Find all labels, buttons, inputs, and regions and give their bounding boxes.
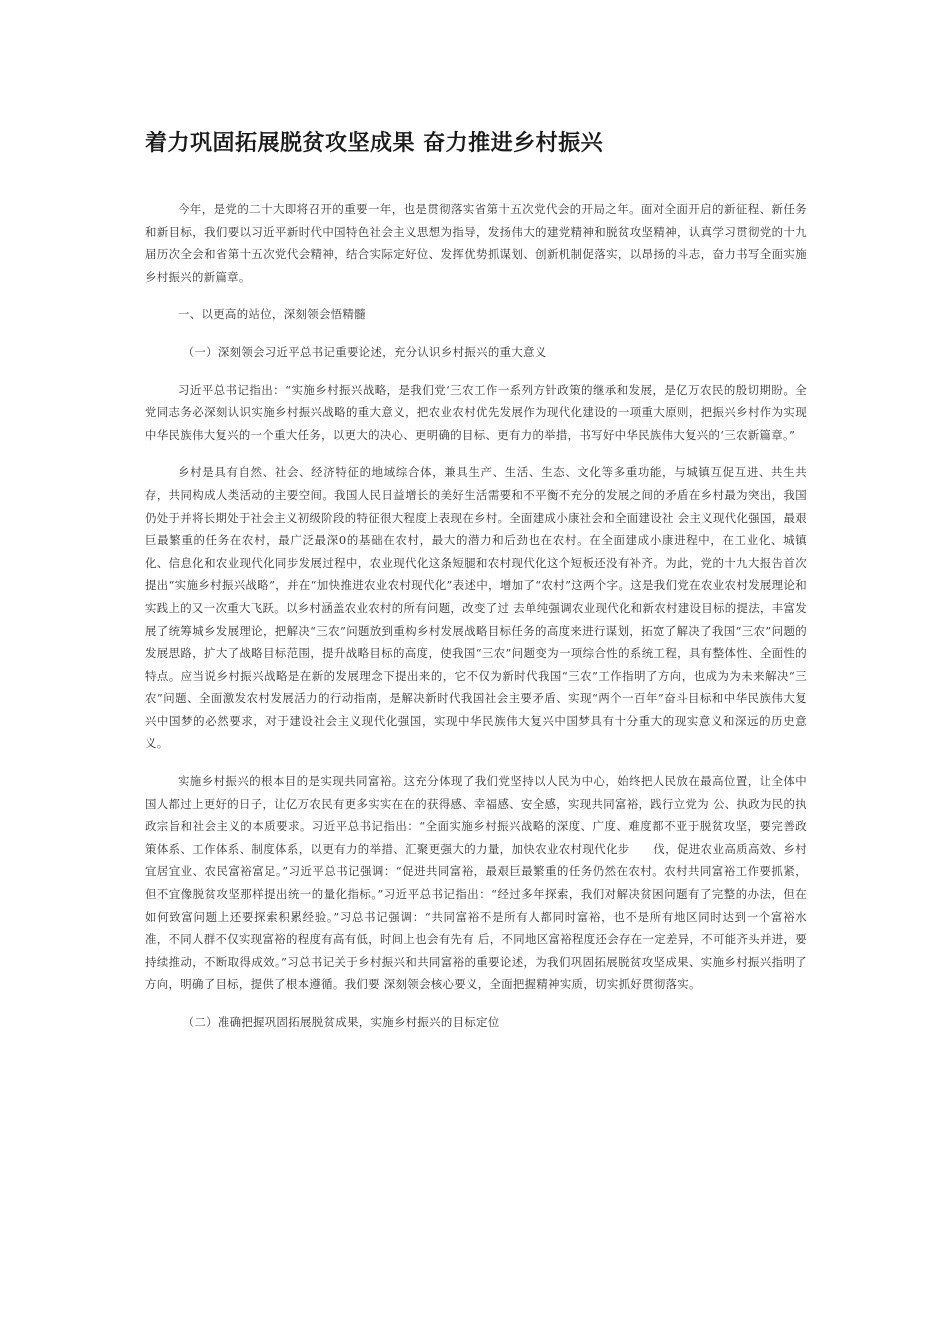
document-title: 着力巩固拓展脱贫攻坚成果 奋力推进乡村振兴	[145, 131, 604, 156]
document-body	[145, 198, 807, 1049]
subsection-heading-2: （二）准确把握巩固拓展脱贫成果，实施乡村振兴的目标定位	[182, 1015, 500, 1029]
prosperity-paragraph: 实施乡村振兴的根本目的是实现共同富裕。这充分体现了我们党坚持以人民为中心，始终把人民放在最高位置，让全体中国人都过上更好的日子，让亿万农民有更多实实在在的获得感、幸福感、安全感，实现共同富裕，践行立党为 公、执政为民的执政宗旨和社会主义的本质要求。习近平总书记指出：“全面实施乡村振兴战略的深度、广度、难度都不亚于脱贫攻坚，要完善政策体系、工作体系、制度体系，以更有力的举措、汇聚更强大的力量，加快农业农村现代化步 伐，促进农业高质高效、乡村宜居宜业、农民富裕富足。”习近平总书记强调：“促进共同富裕，最艰巨最繁重的任务仍然在农村。农村共同富裕工作要抓紧，但不宜像脱贫攻坚那样提出统一的量化指标。”习近平总书记指出：“经过多年探索，我们对解决贫困问题有了完整的办法，但在如何致富问题上还要探索积累经验。”习总书记强调：“共同富裕不是所有人都同时富裕，也不是所有地区同时达到一个富裕水准，不同人群不仅实现富裕的程度有高有低，时间上也会有先有 后，不同地区富裕程度还会存在一定差异，不可能齐头并进，要持续推动，不断取得成效。”习总书记关于乡村振兴和共同富裕的重要论述，为我们巩固拓展脱贫攻坚成果、实施乡村振兴指明了方向，明确了目标，提供了根本遵循。我们要 深刻领会核心要义，全面把握精神实质，切实抓好贯彻落实。	[145, 774, 807, 992]
rural-paragraph: 乡村是具有自然、社会、经济特征的地域综合体，兼具生产、生活、生态、文化等多重功能，与城镇互促互进、共生共存，共同构成人类活动的主要空间。我国人民日益增长的美好生活需要和不平衡不充分的发展之间的矛盾在乡村最为突出，我国仍处于并将长期处于社会主义初级阶段的特征很大程度上表现在乡村。全面建成小康社会和全面建设社 会主义现代化强国，最艰巨最繁重的任务在农村，最广泛最深0的基础在农村，最大的潜力和后劲也在农村。在全面建成小康进程中，在工业化、城镇化、信息化和农业现代化同步发展过程中，农业现代化这条短腿和农村现代化这个短板还没有补齐。为此，党的十九大报告首次提出“实施乡村振兴战略”，并在“加快推进农业农村现代化”表述中，增加了“农村”这两个字。这是我们党在农业农村发展理论和实践上的又一次重大飞跃。以乡村涵盖农业农村的所有问题，改变了过 去单纯强调农业现代化和新农村建设目标的提法，丰富发展了统筹城乡发展理论，把解决“三农”问题放到重构乡村发展战略目标任务的高度来进行谋划，拓宽了解决了我国“三农”问题的发展思路，扩大了战略目标范围，提升战略目标的高度，使我国“三农”问题变为一项综合性的系统工程，具有整体性、全面性的特点。应当说乡村振兴战略是在新的发展理念下提出来的，它不仅为新时代我国“三农”工作指明了方向，也成为为未来解决“三农”问题、全面激发农村发展活力的行动指南，是解决新时代我国社会主要矛盾、实现“两个一百年”奋斗目标和中华民族伟大复兴中国梦的必然要求，对于建设社会主义现代化强国，实现中华民族伟大复兴中国梦具有十分重大的现实意义和深远的历史意义。	[145, 465, 807, 751]
quote-paragraph: 习近平总书记指出：“实施乡村振兴战略，是我们党‘三农工作一系列方针政策的继承和发展，是亿万农民的殷切期盼。全党同志务必深刻认识实施乡村振兴战略的重大意义，把农业农村优先发展作为现代化建设的一项重大原则，把振兴乡村作为实现中华民族伟大复兴的一个重大任务，以更大的决心、更明确的目标、更有力的举措，书写好中华民族伟大复兴的‘三农新篇章。”	[145, 382, 807, 442]
subsection-heading-1: （一）深刻领会习近平总书记重要论述，充分认识乡村振兴的重大意义	[182, 344, 547, 359]
intro-paragraph: 今年，是党的二十大即将召开的重要一年，也是贯彻落实省第十五次党代会的开局之年。面对全面开启的新征程、新任务和新目标，我们要以习近平新时代中国特色社会主义思想为指导，发扬伟大的建党精神和脱贫攻坚精神，认真学习贯彻党的十九届历次全会和省第十五次党代会精神，结合实际定好位、发挥优势抓谋划、创新机制促落实，以昂扬的斗志，奋力书写全面实施乡村振兴的新篇章。	[145, 202, 807, 284]
section-heading-1: 一、以更高的站位，深刻领会悟精髓	[178, 307, 366, 322]
